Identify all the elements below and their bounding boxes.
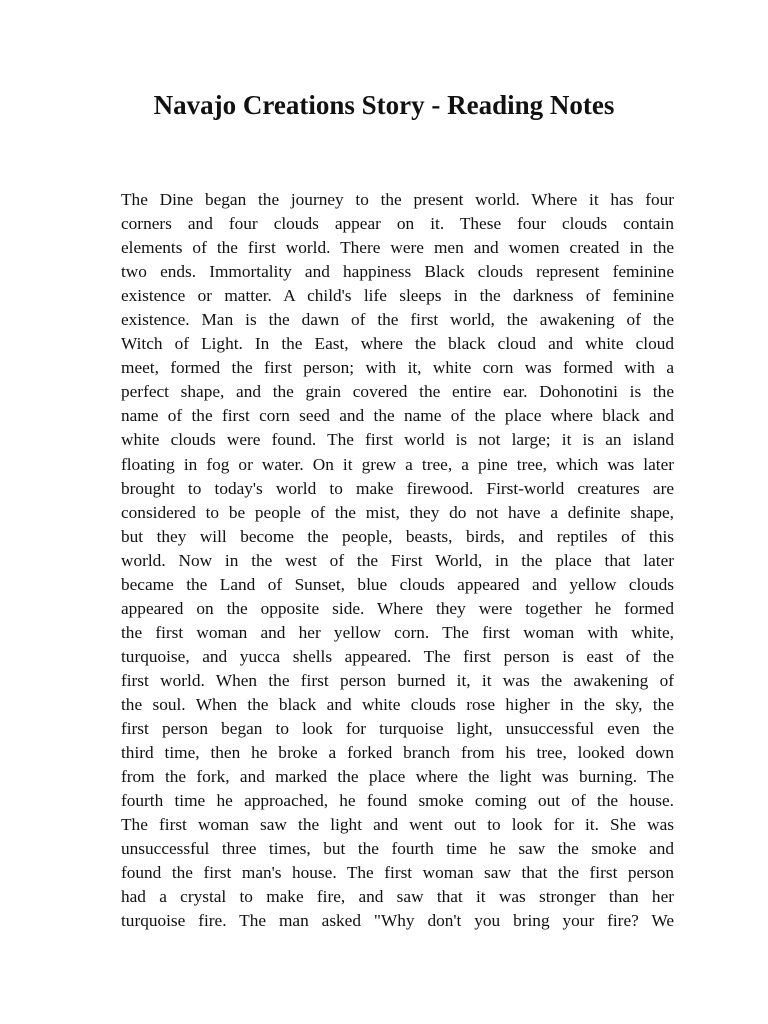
body-line: world. Now in the west of the First World, in the place that later: [121, 550, 674, 570]
document-body: [121, 188, 674, 936]
body-line: from the fork, and marked the place where the light was burning. The: [121, 767, 674, 787]
body-line: first person began to look for turquoise light, unsuccessful even the: [121, 719, 674, 739]
body-line: the soul. When the black and white clouds rose higher in the sky, the: [121, 694, 674, 714]
body-line: the first woman and her yellow corn. The first woman with white,: [121, 622, 674, 642]
body-line: appeared on the opposite side. Where they were together he formed: [121, 598, 674, 618]
body-line: floating in fog or water. On it grew a tree, a pine tree, which was later: [121, 454, 674, 474]
body-line: considered to be people of the mist, they do not have a definite shape,: [121, 502, 674, 522]
body-line: found the first man's house. The first woman saw that the first person: [121, 863, 674, 883]
body-line: existence. Man is the dawn of the first world, the awakening of the: [121, 310, 674, 330]
document-title: Navajo Creations Story - Reading Notes: [153, 90, 615, 120]
body-line: corners and four clouds appear on it. These four clouds contain: [121, 214, 674, 234]
body-line: two ends. Immortality and happiness Black clouds represent feminine: [121, 262, 674, 282]
body-line: The Dine began the journey to the present world. Where it has four: [121, 190, 674, 209]
body-line: Witch of Light. In the East, where the black cloud and white cloud: [121, 334, 674, 354]
body-line: existence or matter. A child's life sleeps in the darkness of feminine: [121, 286, 674, 306]
body-line: brought to today's world to make firewood. First-world creatures are: [121, 478, 674, 498]
body-line: elements of the first world. There were men and women created in the: [121, 238, 674, 258]
body-line: unsuccessful three times, but the fourth time he saw the smoke and: [121, 839, 674, 859]
body-line: name of the first corn seed and the name of the place where black and: [121, 406, 674, 426]
body-line: first world. When the first person burned it, it was the awakening of: [121, 670, 674, 690]
body-line: white clouds were found. The first world is not large; it is an island: [121, 430, 674, 450]
body-line: meet, formed the first person; with it, white corn was formed with a: [121, 358, 674, 378]
body-line: perfect shape, and the grain covered the entire ear. Dohonotini is the: [121, 382, 674, 402]
body-line: had a crystal to make fire, and saw that it was stronger than her: [121, 887, 674, 907]
body-line: third time, then he broke a forked branch from his tree, looked down: [121, 743, 674, 763]
body-line: fourth time he approached, he found smoke coming out of the house.: [121, 791, 674, 811]
body-line: turquoise fire. The man asked "Why don't you bring your fire? We: [121, 911, 674, 931]
body-line: but they will become the people, beasts, birds, and reptiles of this: [121, 526, 674, 546]
body-line: The first woman saw the light and went out to look for it. She was: [121, 815, 674, 835]
body-line: turquoise, and yucca shells appeared. The first person is east of the: [121, 646, 674, 666]
body-line: became the Land of Sunset, blue clouds appeared and yellow clouds: [121, 574, 674, 594]
